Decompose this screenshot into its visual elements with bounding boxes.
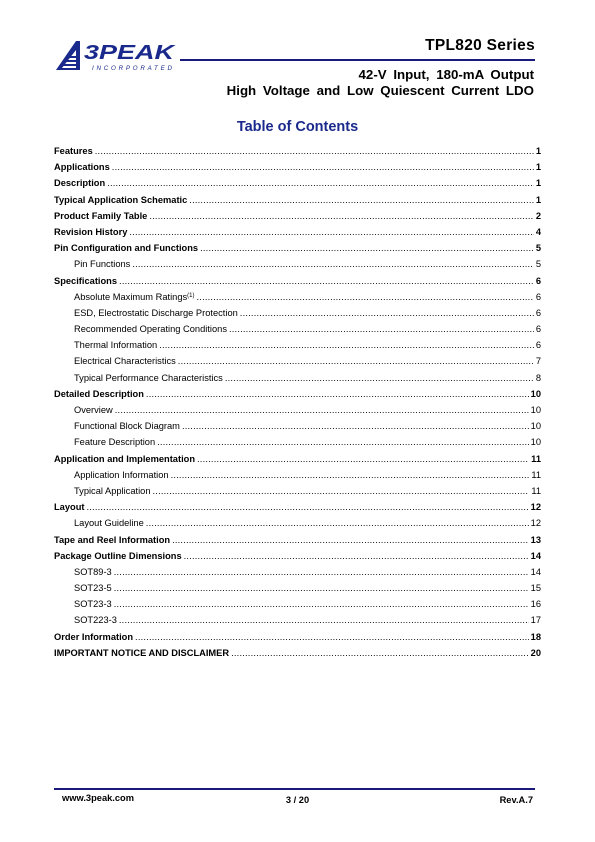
- toc-entry-label: [54, 146, 93, 156]
- toc-entry[interactable]: [54, 162, 541, 178]
- toc-entry-label: [54, 632, 133, 642]
- toc-entry-label-text: Absolute Maximum Ratings: [74, 291, 188, 302]
- toc-entry[interactable]: [54, 486, 541, 502]
- toc-dot-leader: [189, 195, 534, 205]
- toc-entry-page-number: 20: [530, 647, 541, 658]
- footer-website[interactable]: www.3peak.com: [62, 793, 134, 803]
- toc-entry-page-number: 16: [530, 599, 541, 610]
- subtitle-line-2: High Voltage and Low Quiescent Current LDO: [226, 83, 534, 98]
- toc-entry-page-number: 11: [531, 453, 541, 464]
- toc-entry-label-text: Layout: [54, 502, 85, 513]
- toc-entry[interactable]: [54, 259, 541, 275]
- toc-entry-label: [54, 195, 187, 205]
- toc-dot-leader: [86, 502, 528, 512]
- footer-divider: [54, 788, 535, 790]
- toc-dot-leader: [240, 308, 534, 318]
- toc-entry-page-number: 6: [535, 291, 541, 302]
- toc-entry-page-number: 1: [535, 178, 541, 189]
- toc-entry[interactable]: [54, 243, 541, 259]
- toc-entry-label-text: Typical Application: [74, 485, 151, 496]
- toc-entry-label-text: Electrical Characteristics: [74, 356, 176, 367]
- toc-entry-label-text: SOT223-3: [74, 615, 117, 626]
- toc-dot-leader: [135, 632, 529, 642]
- toc-entry-page-number: 10: [530, 388, 541, 399]
- toc-dot-leader: [200, 243, 534, 253]
- toc-entry-label-text: Application Information: [74, 469, 169, 480]
- toc-entry-label-text: Thermal Information: [74, 340, 158, 351]
- toc-entry[interactable]: [54, 535, 541, 551]
- footer-page-indicator: 3 / 20: [285, 795, 310, 805]
- toc-entry-label-text: Typical Performance Characteristics: [74, 372, 223, 383]
- toc-entry-label-text: Layout Guideline: [74, 518, 144, 529]
- footer-revision: Rev.A.7: [499, 795, 533, 805]
- toc-entry[interactable]: [54, 583, 541, 599]
- toc-entry-label: [54, 502, 84, 512]
- toc-entry[interactable]: [54, 146, 541, 162]
- toc-entry-label-text: Detailed Description: [54, 388, 144, 399]
- toc-entry-label: [74, 437, 155, 447]
- toc-entry-label: [74, 583, 112, 593]
- toc-entry-page-number: 6: [535, 275, 541, 286]
- toc-entry[interactable]: [54, 178, 541, 194]
- toc-dot-leader: [184, 551, 529, 561]
- toc-entry[interactable]: [54, 421, 541, 437]
- company-logo: [54, 38, 179, 74]
- toc-entry-page-number: 15: [530, 583, 541, 594]
- toc-entry-page-number: 1: [535, 162, 541, 173]
- toc-entry-page-number: 11: [531, 469, 541, 480]
- toc-entry-label: [74, 324, 227, 334]
- toc-entry-label-text: Features: [54, 146, 93, 156]
- toc-entry-label-text: Order Information: [54, 631, 134, 642]
- toc-entry-page-number: 13: [530, 534, 541, 545]
- toc-entry-label: [54, 535, 170, 545]
- toc-entry-label-text: Revision History: [54, 226, 128, 237]
- toc-entry-label-text: ESD, Electrostatic Discharge Protection: [74, 307, 238, 318]
- toc-dot-leader: [146, 389, 529, 399]
- toc-entry[interactable]: [54, 195, 541, 211]
- toc-entry-label: [74, 421, 180, 431]
- toc-entry-page-number: 1: [535, 146, 541, 156]
- toc-entry-page-number: 18: [530, 631, 541, 642]
- toc-entry-label: [74, 470, 169, 480]
- toc-entry[interactable]: [54, 502, 541, 518]
- toc-entry-label-text: Applications: [54, 162, 110, 173]
- toc-entry-label-text: Overview: [74, 405, 113, 415]
- series-title: TPL820 Series: [425, 37, 535, 54]
- toc-entry-page-number: 10: [530, 437, 541, 448]
- toc-dot-leader: [119, 276, 534, 286]
- toc-dot-leader: [95, 146, 534, 156]
- toc-dot-leader: [129, 227, 533, 237]
- toc-entry[interactable]: [54, 389, 541, 405]
- toc-entry-label: [74, 486, 151, 496]
- toc-entry[interactable]: [54, 518, 541, 534]
- toc-dot-leader: [178, 356, 534, 366]
- toc-entry-label: [54, 276, 117, 286]
- toc-entry[interactable]: [54, 292, 541, 308]
- toc-dot-leader: [115, 405, 529, 415]
- toc-entry-page-number: 14: [530, 550, 541, 561]
- toc-entry[interactable]: [54, 276, 541, 292]
- toc-dot-leader: [231, 648, 529, 658]
- logo-mountain-icon: [56, 41, 80, 70]
- toc-entry[interactable]: [54, 615, 541, 631]
- toc-entry[interactable]: [54, 632, 541, 648]
- toc-entry[interactable]: [54, 340, 541, 356]
- subtitle-line-1: 42-V Input, 180-mA Output: [358, 67, 534, 82]
- toc-entry-label-text: Recommended Operating Conditions: [74, 324, 227, 335]
- toc-dot-leader: [229, 324, 534, 334]
- toc-entry-label: [54, 162, 110, 172]
- toc-entry-label: [74, 518, 144, 528]
- toc-dot-leader: [182, 421, 529, 431]
- toc-dot-leader: [107, 178, 534, 188]
- toc-entry-label-text: Feature Description: [74, 437, 156, 448]
- toc-entry-label-text: SOT89-3: [74, 566, 112, 577]
- toc-entry-page-number: 7: [535, 356, 541, 367]
- toc-entry-label-text: Functional Block Diagram: [74, 421, 180, 432]
- toc-entry-page-number: 10: [530, 405, 541, 415]
- toc-entry-page-number: 14: [530, 566, 541, 577]
- toc-entry-label-text: IMPORTANT NOTICE AND DISCLAIMER: [54, 647, 230, 658]
- toc-entry[interactable]: [54, 227, 541, 243]
- toc-entry-label-text: Application and Implementation: [54, 453, 196, 464]
- toc-entry-label: [74, 405, 113, 415]
- toc-dot-leader: [159, 340, 534, 350]
- toc-dot-leader: [171, 470, 530, 480]
- toc-entry-page-number: 17: [530, 615, 541, 626]
- toc-entry-label: [74, 567, 112, 577]
- toc-entry[interactable]: [54, 308, 541, 324]
- toc-entry-label-text: SOT23-5: [74, 583, 112, 594]
- toc-entry-label-text: SOT23-3: [74, 599, 112, 610]
- toc-dot-leader: [114, 599, 529, 609]
- toc-entry-label-text: Specifications: [54, 275, 118, 286]
- toc-entry-page-number: 12: [530, 502, 541, 513]
- toc-dot-leader: [112, 162, 534, 172]
- toc-entry-label-text: Pin Functions: [74, 259, 131, 270]
- toc-entry-label: [74, 599, 112, 609]
- toc-title: Table of Contents: [236, 119, 359, 135]
- toc-entry-page-number: 6: [535, 307, 541, 318]
- toc-entry-label-text: Package Outline Dimensions: [54, 550, 182, 561]
- toc-dot-leader: [132, 259, 534, 269]
- toc-entry-label: [54, 648, 229, 658]
- toc-entry-label-text: Typical Application Schematic: [54, 194, 188, 205]
- toc-entry-label: [74, 292, 195, 302]
- document-subtitle: [227, 67, 534, 99]
- toc-dot-leader: [172, 535, 529, 545]
- toc-dot-leader: [153, 486, 530, 496]
- toc-entry-page-number: 11: [531, 485, 541, 496]
- toc-entry[interactable]: [54, 211, 541, 227]
- toc-dot-leader: [197, 454, 529, 464]
- toc-entry-label: [74, 308, 238, 318]
- toc-entry-page-number: 1: [535, 194, 541, 205]
- header-divider: [180, 59, 535, 61]
- toc-entry-label-text: Product Family Table: [54, 210, 148, 221]
- toc-entry[interactable]: [54, 356, 541, 372]
- toc-entry-label: [54, 454, 195, 464]
- toc-dot-leader: [157, 437, 529, 447]
- toc-entry-page-number: 6: [535, 340, 541, 351]
- toc-entry-label: [74, 615, 117, 625]
- toc-entry[interactable]: [54, 599, 541, 615]
- toc-entry-page-number: 5: [535, 259, 541, 270]
- toc-entry[interactable]: [54, 324, 541, 340]
- footnote-marker: (1): [187, 292, 195, 299]
- toc-entry[interactable]: [54, 437, 541, 453]
- toc-entry-label: [74, 340, 157, 350]
- toc-dot-leader: [114, 583, 529, 593]
- toc-dot-leader: [197, 292, 534, 302]
- toc-entry-label-text: Description: [54, 178, 106, 189]
- toc-dot-leader: [119, 615, 529, 625]
- toc-entry-label: [74, 259, 130, 269]
- toc-entry-label: [54, 211, 147, 221]
- toc-entry-page-number: 4: [535, 226, 541, 237]
- logo-tagline-text: INCORPORATED: [92, 65, 172, 72]
- toc-entry-page-number: 12: [530, 518, 541, 529]
- toc-entry-label: [54, 178, 105, 188]
- toc-entry-label: [54, 389, 144, 399]
- toc-entry[interactable]: [54, 373, 541, 389]
- toc-entry[interactable]: [54, 551, 541, 567]
- toc-entry-page-number: 8: [535, 372, 541, 383]
- logo-brand-text: 3PEAK: [84, 42, 177, 64]
- toc-entry[interactable]: [54, 454, 541, 470]
- toc-entry-label: [54, 243, 198, 253]
- toc-dot-leader: [149, 211, 533, 221]
- toc-entry-label-text: Tape and Reel Information: [54, 534, 171, 545]
- toc-entry-label: [54, 551, 182, 561]
- toc-entry-page-number: 2: [535, 210, 541, 221]
- toc-entry[interactable]: [54, 567, 541, 583]
- toc-entry-page-number: 6: [535, 324, 541, 335]
- table-of-contents: [54, 146, 541, 664]
- toc-entry-page-number: 5: [535, 243, 541, 254]
- toc-entry-page-number: 10: [530, 421, 541, 432]
- toc-dot-leader: [225, 373, 534, 383]
- toc-dot-leader: [146, 518, 529, 528]
- toc-entry[interactable]: [54, 648, 541, 664]
- toc-dot-leader: [114, 567, 529, 577]
- toc-entry-label: [74, 356, 176, 366]
- toc-entry[interactable]: [54, 470, 541, 486]
- toc-entry-label: [74, 373, 223, 383]
- toc-entry-label: [54, 227, 127, 237]
- toc-entry-label-text: Pin Configuration and Functions: [54, 243, 199, 254]
- toc-entry[interactable]: [54, 405, 541, 421]
